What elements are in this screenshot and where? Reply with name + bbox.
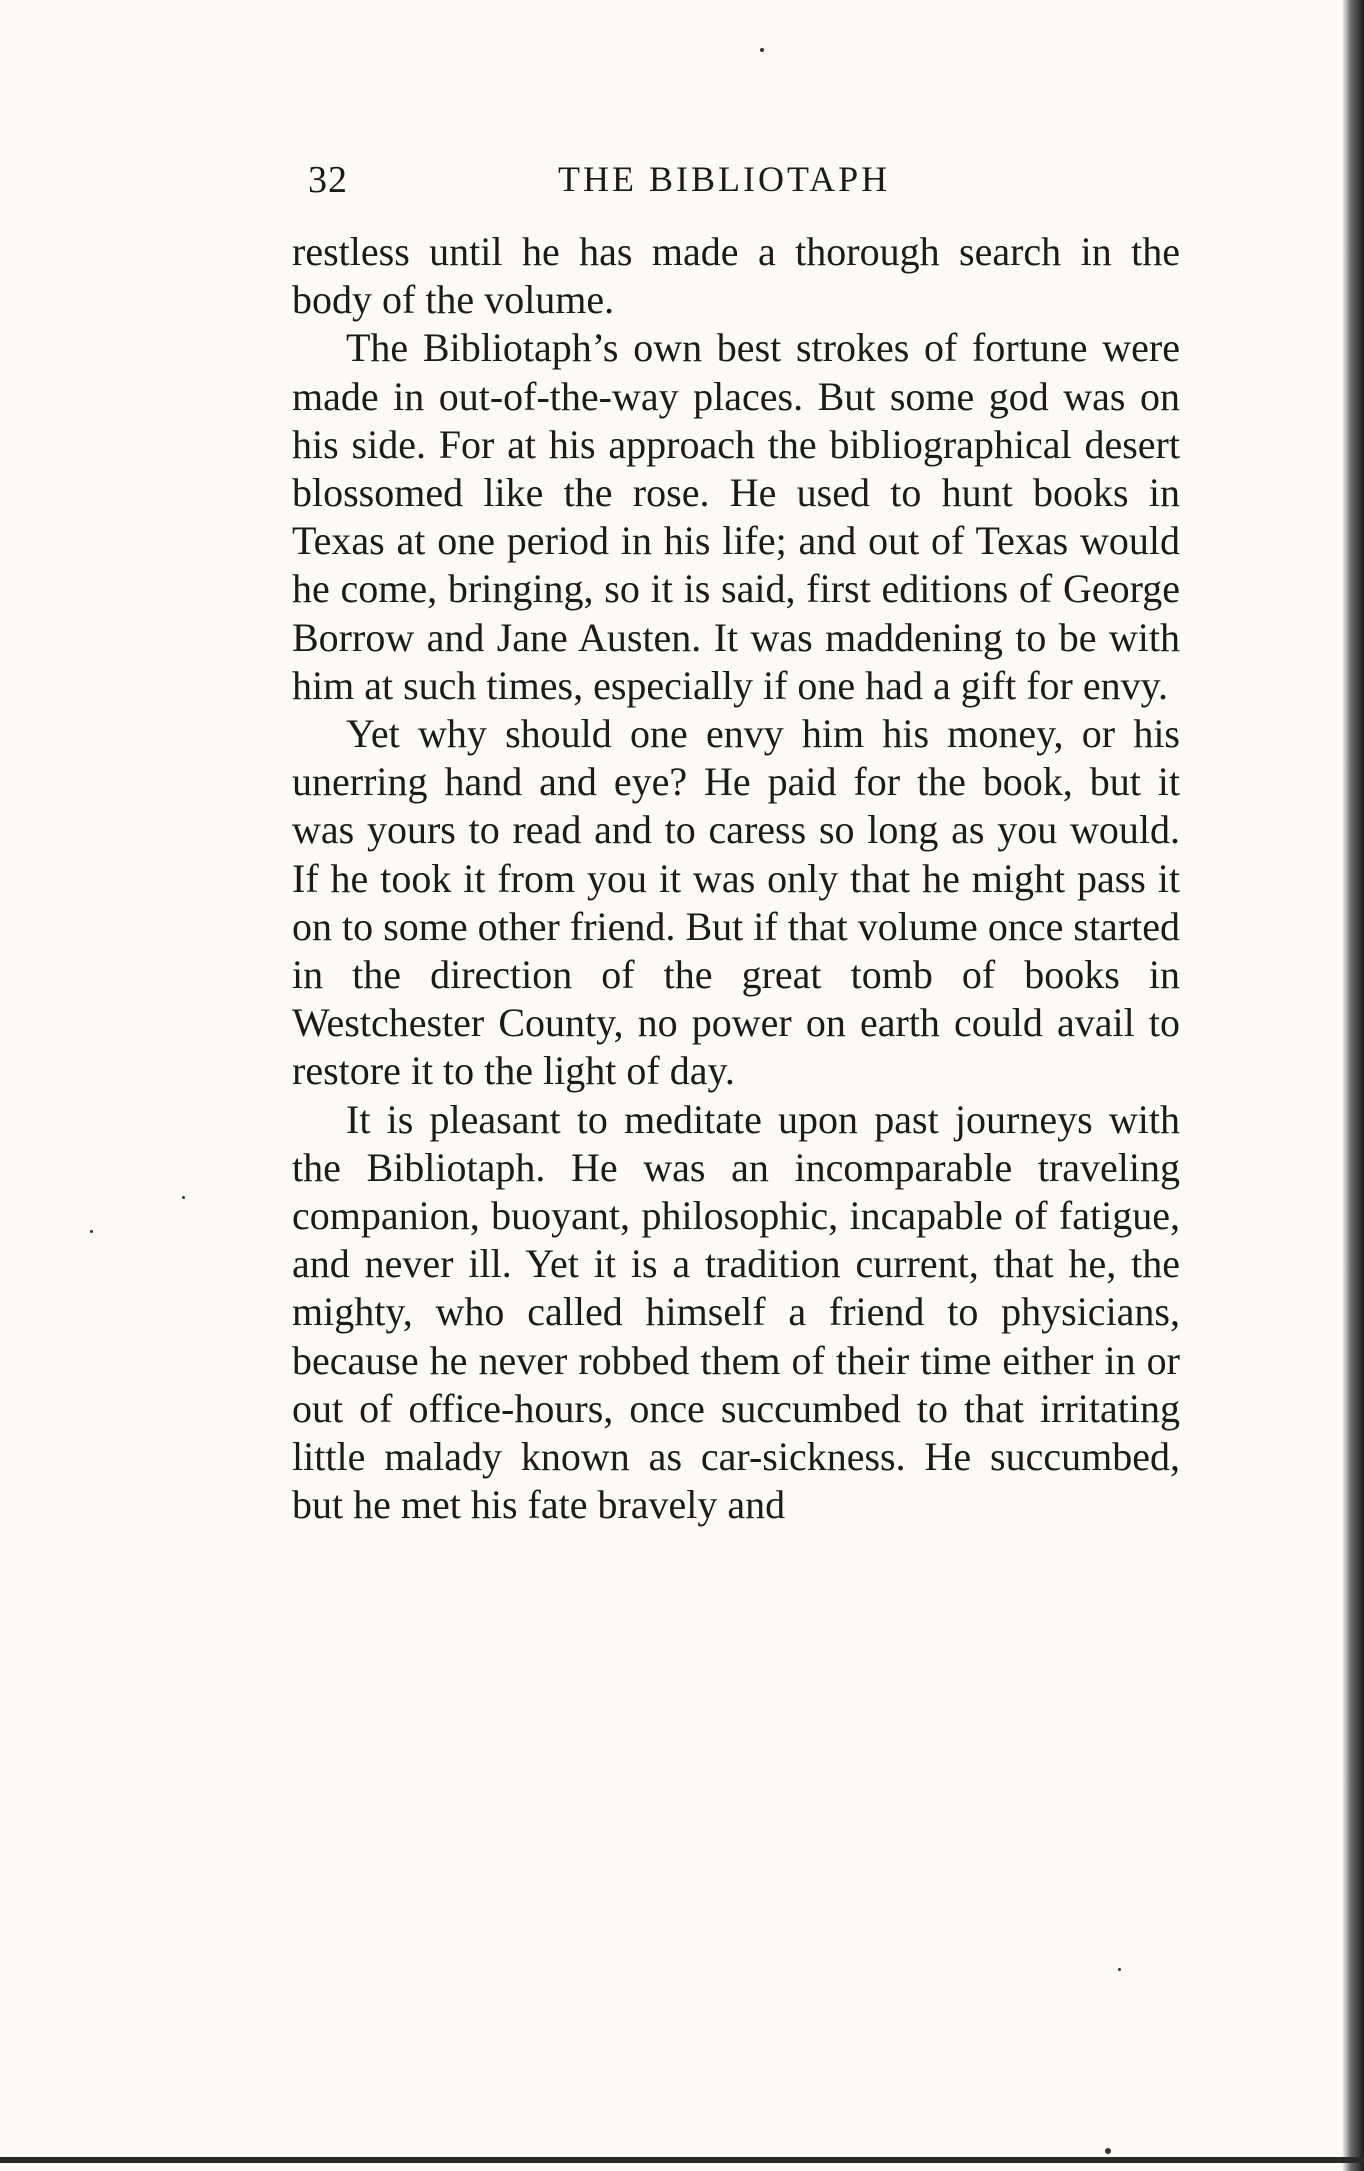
page-number: 32 [308,159,348,201]
page-edge-shadow [1342,0,1364,2171]
body-text [292,228,1180,1529]
page-header [308,158,1178,208]
running-title: THE BIBLIOTAPH [558,159,891,199]
scan-speck [760,48,764,52]
paragraph: Yet why should one envy him his money, or his unerring hand and eye? He paid for the book, but it was yours to read and to caress so long as you would. If he took it from you it was only that he might pass it on to some other friend. But if that volume once started in the direction of the great tomb of books in Westchester County, no power on earth could avail to restore it to the light of day. [292,711,1180,1094]
paragraph: It is pleasant to meditate upon past journeys with the Bibliotaph. He was an incomparable traveling companion, buoyant, philosophic, incapable of fatigue, and never ill. Yet it is a tradition current, that he, the mighty, who called himself a friend to physicians, because he never robbed them of their time either in or out of office-hours, once succumbed to that irritating little malady known as car-sickness. He succumbed, but he met his fate bravely and [292,1096,1180,1528]
scan-speck [1118,1968,1121,1971]
page-bottom-edge [0,2157,1364,2163]
scan-speck [182,1196,185,1199]
scan-speck [90,1230,93,1233]
scan-speck [1105,2148,1111,2154]
paragraph: The Bibliotaph’s own best strokes of fortune were made in out-of-the-way places. But some god was on his side. For at his approach the bibliographical desert blossomed like the rose. He used to hunt books in Texas at one period in his life; and out of Texas would he come, bringing, so it is said, first editions of George Borrow and Jane Austen. It was maddening to be with him at such times, especially if one had a gift for envy. [292,325,1180,708]
paragraph: restless until he has made a thorough search in the body of the volume. [292,229,1180,323]
